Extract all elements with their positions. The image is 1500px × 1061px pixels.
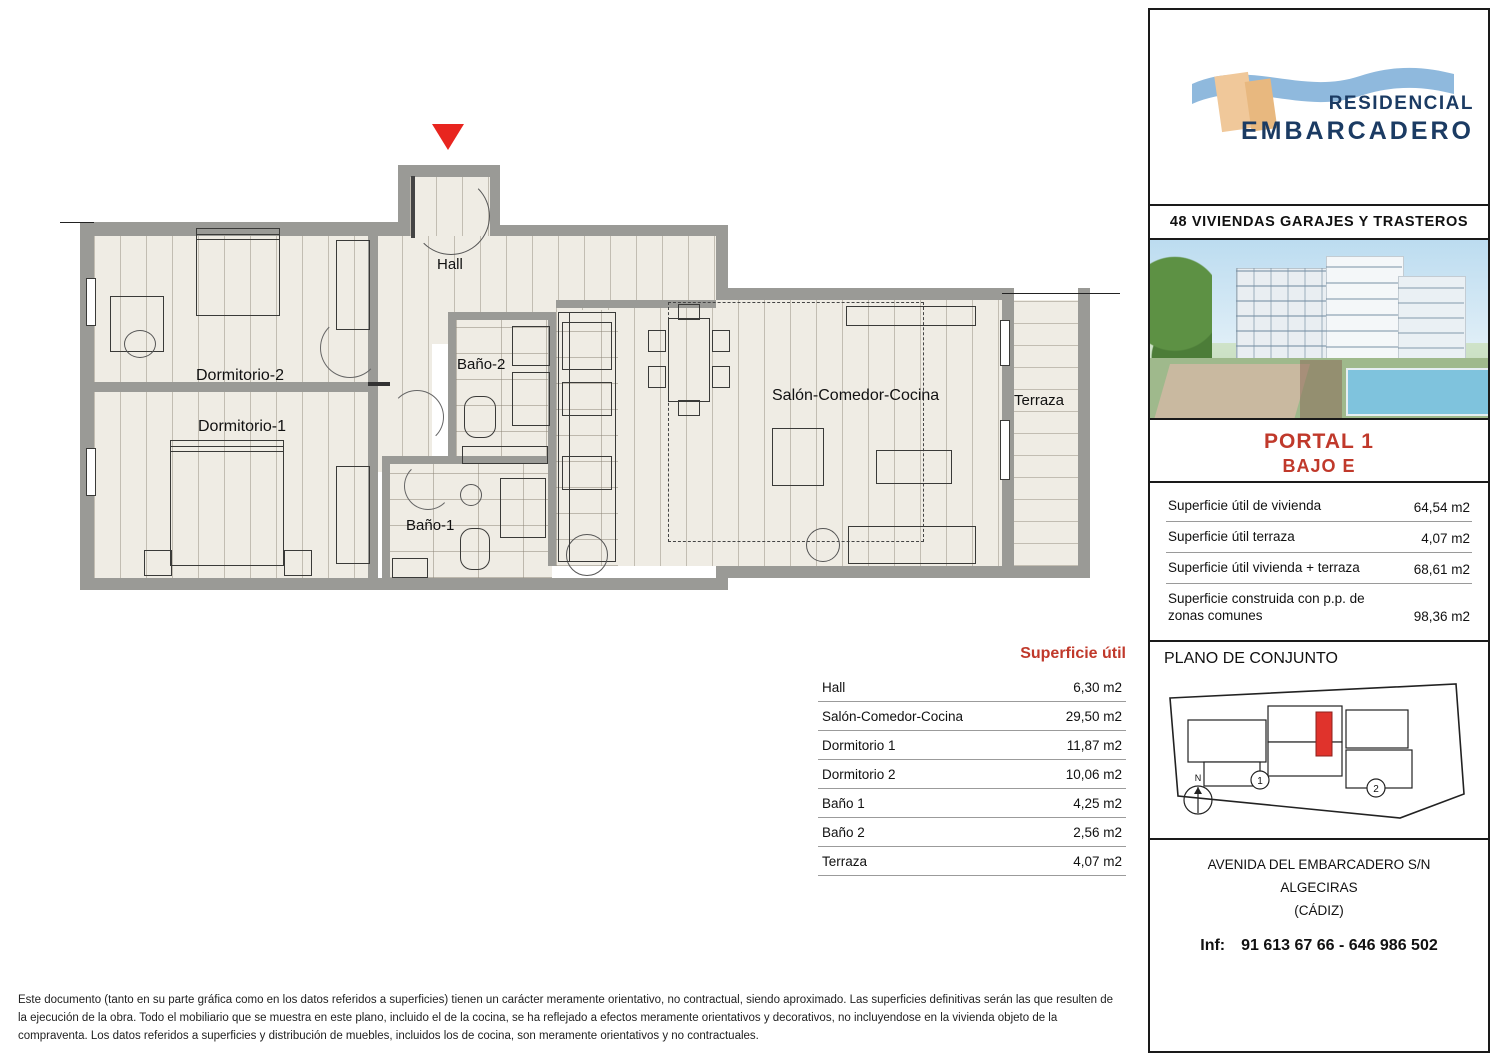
window-left-dorm2: [86, 278, 96, 326]
surface-room-area: 2,56 m2: [1073, 825, 1122, 840]
surface-room-label: Dormitorio 1: [822, 738, 896, 753]
tv-unit: [846, 306, 976, 326]
contact-label: Inf:: [1200, 937, 1226, 955]
section-line-right: [1002, 293, 1120, 294]
chair-dorm2: [124, 330, 156, 358]
bed-dorm2-headboard: [196, 228, 280, 240]
wall-terrace-bottom: [1002, 566, 1090, 578]
room-label-salon: Salón-Comedor-Cocina: [772, 387, 940, 404]
surface-room-area: 11,87 m2: [1066, 738, 1122, 753]
key-plan-title: PLANO DE CONJUNTO: [1164, 650, 1338, 668]
floor-terraza: [1014, 300, 1078, 566]
surface-row: [818, 673, 1126, 702]
door-entry-leaf: [411, 176, 415, 238]
contact-phones[interactable]: 91 613 67 66 - 646 986 502: [1241, 937, 1438, 955]
surface-room-label: Hall: [822, 680, 846, 695]
brand-line-1: RESIDENCIAL: [1328, 93, 1474, 114]
sink-bano1-basin: [460, 484, 482, 506]
surface-row: [818, 818, 1126, 847]
brand-text: [1241, 92, 1474, 147]
shower-bano1: [500, 478, 546, 538]
upper-cabinets: [558, 312, 570, 562]
surface-room-label: Dormitorio 2: [822, 767, 896, 782]
sofa: [848, 526, 976, 564]
surface-room-label: Terraza: [822, 854, 868, 869]
surface-room-label: Baño 1: [822, 796, 865, 811]
surface-room-label: Baño 2: [822, 825, 865, 840]
address-line-2: ALGECIRAS: [1280, 880, 1358, 896]
wall-riser-bottom: [716, 566, 728, 590]
dining-chair-3: [712, 330, 730, 352]
building-render: [1150, 240, 1488, 420]
wardrobe-dorm1: [336, 466, 370, 564]
portal-title: PORTAL 1: [1264, 430, 1374, 453]
portal-subtitle: BAJO E: [1282, 456, 1356, 476]
portal-block: [1150, 420, 1488, 483]
contact-block: [1150, 931, 1488, 967]
wall-top-right: [716, 288, 1014, 300]
room-label-hall: Hall: [437, 256, 463, 273]
bed-dorm2: [196, 234, 280, 316]
wall-bottom: [80, 578, 728, 590]
bed-dorm1-headboard: [170, 440, 284, 452]
washer: [566, 534, 608, 576]
logo-block: [1150, 10, 1488, 206]
coffee-table: [876, 450, 952, 484]
sink-bano2: [462, 446, 548, 464]
dining-chair-2: [648, 366, 666, 388]
wall-riser-right: [716, 225, 728, 295]
address-block: [1150, 840, 1488, 931]
summary-key: Superficie útil de vivienda: [1168, 498, 1322, 513]
summary-value: 68,61 m2: [1413, 561, 1470, 577]
surface-row: [818, 702, 1126, 731]
wall-bano2-top: [448, 312, 556, 320]
legal-disclaimer: Este documento (tanto en su parte gráfica como en los datos referidos a superficies) tienen un carácter meramente orientativo, no contractual, siendo aproximado. Las superficies definitivas serán las que resulten de la ejecución de la obra. Todo el mobiliario que se muestra en este plano, incluido el de la cocina, se ha reflejado a efectos meramente orientativos y decorativos, no incluyendose en la vivienda objeto de la compraventa. Los datos referidos a superficies y distribución de muebles, incluidos los de cocina, son meramente orientativos y no contractuales.: [18, 994, 1114, 1042]
bed-dorm1: [170, 446, 284, 566]
nightstand-dorm1-right: [284, 550, 312, 576]
nightstand-dorm1-left: [144, 550, 172, 576]
address-line-3: (CÁDIZ): [1294, 903, 1344, 919]
summary-table: [1150, 483, 1488, 642]
svg-text:N: N: [1194, 773, 1202, 784]
surface-row: [818, 847, 1126, 876]
summary-value: 98,36 m2: [1413, 609, 1470, 625]
toilet-bano1: [460, 528, 490, 570]
side-table-round: [806, 528, 840, 562]
summary-key: Superficie útil terraza: [1168, 528, 1295, 544]
wardrobe-dorm2: [336, 240, 370, 330]
summary-key: Superficie útil vivienda + terraza: [1168, 559, 1360, 575]
info-panel: [1148, 8, 1490, 1053]
summary-value: 64,54 m2: [1413, 499, 1470, 515]
surface-row: [818, 731, 1126, 760]
dining-chair-6: [678, 400, 700, 416]
section-line-left: [60, 222, 94, 223]
room-label-bano-2: Baño-2: [457, 356, 506, 373]
surface-room-area: 4,07 m2: [1073, 854, 1122, 869]
surface-room-area: 6,30 m2: [1073, 680, 1122, 695]
dining-chair-1: [648, 330, 666, 352]
surface-row: [818, 789, 1126, 818]
dining-table: [668, 318, 710, 402]
wall-bottom-right: [716, 566, 1014, 578]
wall-terrace-right: [1078, 288, 1090, 578]
room-label-dormitorio-1: Dormitorio-1: [198, 418, 287, 435]
shower-bano2: [512, 372, 550, 426]
key-plan-block: [1150, 642, 1488, 840]
door-hall-bano-swing: [390, 390, 444, 444]
summary-row: [1166, 491, 1472, 522]
compass-icon: [1176, 770, 1220, 818]
dining-chair-4: [712, 366, 730, 388]
sink-bano1: [392, 558, 428, 578]
surface-util-list: [818, 645, 1126, 876]
window-right-top: [1000, 320, 1010, 366]
svg-text:2: 2: [1373, 784, 1379, 796]
door-dorm1-opening: [368, 382, 390, 386]
surface-room-label: Salón-Comedor-Cocina: [822, 709, 964, 724]
svg-text:1: 1: [1257, 776, 1263, 788]
surface-row: [818, 760, 1126, 789]
summary-row: [1166, 584, 1472, 631]
entrance-arrow-icon: [432, 124, 464, 150]
wall-bano-block-left: [448, 312, 456, 464]
armchair: [772, 428, 824, 486]
brand-line-2: EMBARCADERO: [1241, 116, 1474, 145]
summary-value: 4,07 m2: [1421, 530, 1470, 546]
summary-row: [1166, 553, 1472, 584]
dining-chair-5: [678, 304, 700, 320]
surface-util-title: Superficie útil: [1020, 645, 1126, 662]
summary-row: [1166, 522, 1472, 553]
surface-room-area: 29,50 m2: [1065, 709, 1122, 724]
room-label-bano-1: Baño-1: [406, 517, 455, 534]
window-right-salon: [1000, 420, 1010, 480]
summary-key: Superficie construida con p.p. de zonas comunes: [1168, 590, 1365, 623]
toilet-bano2: [464, 396, 496, 438]
surface-room-area: 10,06 m2: [1065, 767, 1122, 782]
mirror-bano2: [512, 326, 550, 366]
room-label-terraza: Terraza: [1014, 392, 1065, 409]
room-label-dormitorio-2: Dormitorio-2: [196, 367, 285, 384]
window-left-dorm1: [86, 448, 96, 496]
door-entry-swing: [412, 177, 490, 255]
door-bano1-swing: [404, 462, 452, 510]
surface-room-area: 4,25 m2: [1073, 796, 1122, 811]
wall-bano1-left: [382, 456, 390, 578]
address-line-1: AVENIDA DEL EMBARCADERO S/N: [1207, 857, 1431, 873]
project-subtitle: 48 VIVIENDAS GARAJES Y TRASTEROS: [1150, 206, 1488, 240]
